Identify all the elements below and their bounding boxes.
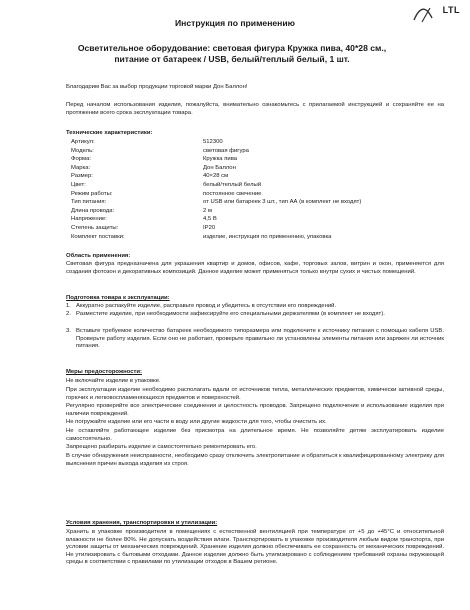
spec-value: 2 м	[203, 207, 212, 214]
spec-row	[68, 234, 433, 243]
spec-row	[68, 182, 433, 191]
preparation-heading: Подготовка товара к эксплуатации:	[66, 295, 170, 301]
spec-key: Степень защиты:	[71, 224, 119, 231]
spec-row	[68, 173, 433, 182]
list-text: Аккуратно распакуйте изделие, расправьте провод и убедитесь в отсутствии его повреждений.	[76, 303, 337, 309]
safety-line: Не включайте изделие в упаковке.	[66, 378, 161, 384]
safety-line: При эксплуатации изделие необходимо располагать вдали от источников тепла, металлических предметов, химически активной среды, горючих и легковоспламеняющихся предметов и поверхностей.	[66, 387, 444, 401]
thanks-text: Благодарим Вас за выбор продукции торговой марки Дон Баллон!	[66, 84, 248, 90]
safety-heading: Меры предосторожности:	[66, 369, 142, 375]
spec-key: Тип питания:	[71, 199, 107, 206]
spec-row	[68, 199, 433, 208]
safety-line: Не оставляйте работающее изделие без присмотра на длительное время. Не позволяйте детям эксплуатировать изделие самостоятельно.	[66, 428, 444, 442]
list-item	[66, 311, 444, 319]
spec-key: Комплект поставки:	[71, 233, 125, 240]
list-text: Разместите изделие, при необходимости зафиксируйте его специальными держателями (в комплект не входят).	[76, 311, 385, 317]
list-number: 1.	[66, 303, 71, 309]
spec-value: IP20	[203, 224, 216, 231]
storage-text: Хранить в упаковке производителя в помещениях с естественной вентиляцией при температуре от +5 до +45°С и относительной влажности не более 80%. Не допускать воздействия влаги. Транспортировать в упаковке производителя любым видом транспорта, при условии защиты от механических повреждений. Хранение изделия должно обеспечивать ее сохранность от механических повреждений. Не утилизировать с бытовыми отходами. Данное изделие должно быть утилизировано с соблюдением требований охраны окружающей среды в соответствии с правилами по утилизации отходов в Вашем регионе.	[66, 529, 444, 566]
spec-row	[68, 191, 433, 200]
list-text: Вставьте требуемое количество батареек необходимого типоразмера или подключите к источнику питания с помощью кабеля USB. Проверьте работу изделия. Если оно не работает, проверьте правильно ли установлены элементы питания или заряжен ли источник питания.	[76, 328, 444, 350]
list-number: 3.	[66, 328, 71, 334]
spec-key: Цвет:	[71, 181, 86, 188]
safety-line: Не погружайте изделие или его части в воду или другие жидкости для того, чтобы очистить их.	[66, 419, 327, 425]
spec-row	[68, 148, 433, 157]
spec-key: Марка:	[71, 164, 91, 171]
spec-key: Напряжение:	[71, 216, 107, 223]
spec-value: 4,5 В	[203, 216, 217, 223]
application-heading: Область применения:	[66, 253, 131, 259]
list-item	[66, 328, 444, 351]
spec-row	[68, 225, 433, 234]
product-subtitle: Осветительное оборудование: световая фигура Кружка пива, 40*28 см., питание от батареек / USB, белый/теплый белый, 1 шт.	[77, 43, 387, 64]
spec-value: белый/теплый белый	[203, 181, 262, 188]
spec-row	[68, 165, 433, 174]
spec-row	[68, 139, 433, 148]
storage-heading: Условия хранения, транспортировки и утилизации:	[66, 520, 218, 526]
spec-key: Артикул:	[71, 139, 95, 145]
specs-table	[68, 139, 433, 242]
intro-text: Перед началом использования изделия, пожалуйста, внимательно ознакомьтесь с прилагаемой инструкцией и сохраняйте ее на протяжении всего срока эксплуатации товара.	[66, 102, 444, 116]
spec-value: от USB или батареек 3 шт., тип АА (в комплект не входят)	[203, 199, 362, 206]
spec-value: изделие, инструкция по применению, упаковка	[203, 233, 332, 240]
specs-heading: Технические характеристики:	[66, 130, 153, 136]
spec-key: Размер:	[71, 173, 93, 180]
safety-line: Регулярно проверяйте все электрические соединения и целостность проводов. Запрещено подключение и использование изделия при наличии повреждений.	[66, 403, 444, 417]
spec-key: Модель:	[71, 147, 94, 154]
spec-value: Дон Баллон	[203, 164, 236, 171]
safety-line: В случае обнаружения неисправности, необходимо сразу отключить электропитание и обратиться к квалифицированному электрику для выяснения причин выхода изделия из строя.	[66, 453, 444, 467]
list-number: 2.	[66, 311, 71, 317]
application-text: Световая фигура предназначена для украшения квартир и домов, офисов, кафе, торговых залов, витрин и окон, применяется для создания фотозон и декоративных композиций. Данное изделие может применяться только внутри сухих и чистых помещений.	[66, 261, 444, 275]
spec-key: Форма:	[71, 156, 91, 163]
spec-row	[68, 208, 433, 217]
spec-value: световая фигура	[203, 147, 249, 154]
spec-value: постоянное свечение	[203, 190, 262, 197]
document-title: Инструкция по применению	[174, 18, 295, 28]
spec-value: 512300	[203, 139, 223, 145]
list-item	[66, 303, 444, 311]
spec-row	[68, 156, 433, 165]
spec-row	[68, 216, 433, 225]
safety-line: Запрещено разбирать изделие и самостоятельно ремонтировать его.	[66, 444, 257, 450]
spec-key: Режим работы:	[71, 190, 113, 197]
spec-value: Кружка пива	[203, 156, 238, 163]
spec-value: 40×28 см	[203, 173, 229, 180]
brand-logo-text: LTL	[442, 5, 460, 15]
spec-key: Длина провода:	[71, 207, 115, 214]
